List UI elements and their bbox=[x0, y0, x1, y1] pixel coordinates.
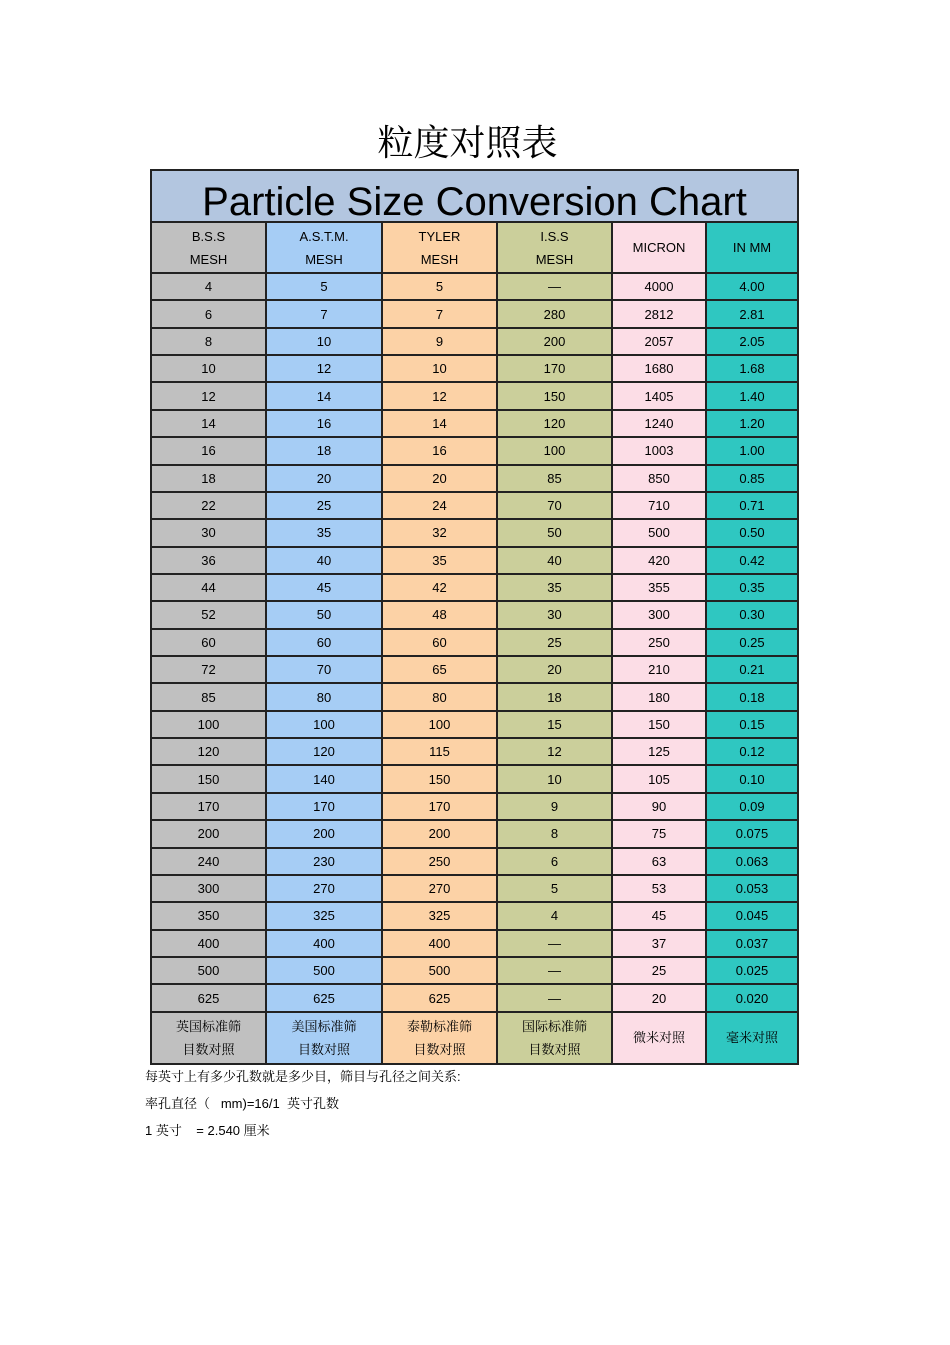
header-bss bbox=[152, 223, 267, 274]
cell-iss: 200 bbox=[498, 329, 613, 356]
cell-bss: 12 bbox=[152, 383, 267, 410]
cell-bss: 85 bbox=[152, 684, 267, 711]
footer-iss bbox=[498, 1013, 613, 1063]
header-label-line2: MESH bbox=[535, 251, 574, 267]
cell-bss: 18 bbox=[152, 466, 267, 493]
cell-mm: 0.063 bbox=[707, 849, 797, 876]
header-mm bbox=[707, 223, 797, 274]
header-tyler bbox=[383, 223, 498, 274]
cell-bss: 400 bbox=[152, 931, 267, 958]
footer-label-line1: 国际标准筛 bbox=[521, 1018, 587, 1034]
cell-mm: 0.18 bbox=[707, 684, 797, 711]
cell-tyler: 115 bbox=[383, 739, 498, 766]
cell-tyler: 24 bbox=[383, 493, 498, 520]
cell-micron: 150 bbox=[613, 712, 707, 739]
footer-micron bbox=[613, 1013, 707, 1063]
cell-astm: 625 bbox=[267, 985, 383, 1012]
header-astm bbox=[267, 223, 383, 274]
cell-iss: 120 bbox=[498, 411, 613, 438]
cell-iss: 10 bbox=[498, 766, 613, 793]
cell-iss: 85 bbox=[498, 466, 613, 493]
cell-astm: 40 bbox=[267, 548, 383, 575]
cell-iss: — bbox=[498, 985, 613, 1012]
cell-mm: 0.037 bbox=[707, 931, 797, 958]
cell-mm: 0.025 bbox=[707, 958, 797, 985]
cell-mm: 0.85 bbox=[707, 466, 797, 493]
cell-astm: 18 bbox=[267, 438, 383, 465]
cell-tyler: 9 bbox=[383, 329, 498, 356]
cell-iss: 6 bbox=[498, 849, 613, 876]
cell-astm: 270 bbox=[267, 876, 383, 903]
cell-mm: 1.68 bbox=[707, 356, 797, 383]
cell-bss: 44 bbox=[152, 575, 267, 602]
header-label-line2: MESH bbox=[420, 251, 459, 267]
footer-label-line2: 目数对照 bbox=[528, 1041, 581, 1057]
footer-label-line1: 微米对照 bbox=[632, 1030, 685, 1046]
cell-iss: 35 bbox=[498, 575, 613, 602]
cell-tyler: 20 bbox=[383, 466, 498, 493]
chart-grid bbox=[152, 223, 797, 1063]
cell-astm: 20 bbox=[267, 466, 383, 493]
cell-mm: 0.21 bbox=[707, 657, 797, 684]
cell-micron: 75 bbox=[613, 821, 707, 848]
cell-tyler: 32 bbox=[383, 520, 498, 547]
cell-astm: 200 bbox=[267, 821, 383, 848]
cell-bss: 36 bbox=[152, 548, 267, 575]
cell-mm: 0.10 bbox=[707, 766, 797, 793]
cell-astm: 230 bbox=[267, 849, 383, 876]
cell-iss: 8 bbox=[498, 821, 613, 848]
cell-tyler: 100 bbox=[383, 712, 498, 739]
cell-bss: 52 bbox=[152, 602, 267, 629]
cell-tyler: 42 bbox=[383, 575, 498, 602]
cell-mm: 1.00 bbox=[707, 438, 797, 465]
cell-mm: 0.30 bbox=[707, 602, 797, 629]
cell-micron: 710 bbox=[613, 493, 707, 520]
cell-micron: 20 bbox=[613, 985, 707, 1012]
cell-astm: 10 bbox=[267, 329, 383, 356]
header-label-line2: MESH bbox=[305, 251, 343, 267]
header-label-line1: I.S.S bbox=[540, 228, 569, 244]
cell-mm: 0.12 bbox=[707, 739, 797, 766]
cell-astm: 14 bbox=[267, 383, 383, 410]
cell-iss: 5 bbox=[498, 876, 613, 903]
cell-bss: 10 bbox=[152, 356, 267, 383]
cell-micron: 250 bbox=[613, 630, 707, 657]
cell-astm: 140 bbox=[267, 766, 383, 793]
cell-micron: 125 bbox=[613, 739, 707, 766]
cell-iss: 280 bbox=[498, 301, 613, 328]
cell-micron: 2057 bbox=[613, 329, 707, 356]
cell-mm: 0.42 bbox=[707, 548, 797, 575]
note-mesh-definition: 每英寸上有多少孔数就是多少目，筛目与孔径之间关系: bbox=[145, 1069, 461, 1084]
cell-tyler: 170 bbox=[383, 794, 498, 821]
cell-tyler: 400 bbox=[383, 931, 498, 958]
header-label-line1: TYLER bbox=[418, 228, 461, 244]
cell-tyler: 500 bbox=[383, 958, 498, 985]
cell-bss: 300 bbox=[152, 876, 267, 903]
cell-mm: 0.71 bbox=[707, 493, 797, 520]
cell-micron: 1240 bbox=[613, 411, 707, 438]
cell-tyler: 65 bbox=[383, 657, 498, 684]
cell-mm: 0.35 bbox=[707, 575, 797, 602]
cell-mm: 2.05 bbox=[707, 329, 797, 356]
cell-astm: 325 bbox=[267, 903, 383, 930]
cell-bss: 170 bbox=[152, 794, 267, 821]
cell-mm: 0.15 bbox=[707, 712, 797, 739]
cell-iss: 50 bbox=[498, 520, 613, 547]
cell-mm: 1.40 bbox=[707, 383, 797, 410]
cell-bss: 8 bbox=[152, 329, 267, 356]
cell-tyler: 48 bbox=[383, 602, 498, 629]
header-label-line1: B.S.S bbox=[191, 228, 226, 244]
cell-tyler: 150 bbox=[383, 766, 498, 793]
cell-micron: 25 bbox=[613, 958, 707, 985]
cell-mm: 1.20 bbox=[707, 411, 797, 438]
cell-tyler: 10 bbox=[383, 356, 498, 383]
footer-bss bbox=[152, 1013, 267, 1063]
cell-tyler: 325 bbox=[383, 903, 498, 930]
cell-micron: 180 bbox=[613, 684, 707, 711]
cell-astm: 120 bbox=[267, 739, 383, 766]
cell-iss: 25 bbox=[498, 630, 613, 657]
cell-iss: 4 bbox=[498, 903, 613, 930]
cell-bss: 14 bbox=[152, 411, 267, 438]
cell-iss: 40 bbox=[498, 548, 613, 575]
cell-bss: 4 bbox=[152, 274, 267, 301]
cell-mm: 0.045 bbox=[707, 903, 797, 930]
cell-astm: 12 bbox=[267, 356, 383, 383]
footer-label-line2: 目数对照 bbox=[297, 1041, 350, 1057]
cell-bss: 6 bbox=[152, 301, 267, 328]
cell-bss: 625 bbox=[152, 985, 267, 1012]
cell-bss: 120 bbox=[152, 739, 267, 766]
cell-astm: 7 bbox=[267, 301, 383, 328]
header-label-line1: IN MM bbox=[732, 240, 772, 255]
cell-micron: 1405 bbox=[613, 383, 707, 410]
cell-micron: 105 bbox=[613, 766, 707, 793]
cell-mm: 2.81 bbox=[707, 301, 797, 328]
cell-bss: 200 bbox=[152, 821, 267, 848]
cell-iss: — bbox=[498, 274, 613, 301]
cell-micron: 45 bbox=[613, 903, 707, 930]
footer-tyler bbox=[383, 1013, 498, 1063]
cell-bss: 100 bbox=[152, 712, 267, 739]
cell-bss: 72 bbox=[152, 657, 267, 684]
cell-micron: 37 bbox=[613, 931, 707, 958]
cell-iss: 9 bbox=[498, 794, 613, 821]
cell-micron: 2812 bbox=[613, 301, 707, 328]
cell-tyler: 270 bbox=[383, 876, 498, 903]
cell-astm: 100 bbox=[267, 712, 383, 739]
cell-bss: 150 bbox=[152, 766, 267, 793]
cell-mm: 0.50 bbox=[707, 520, 797, 547]
cell-bss: 350 bbox=[152, 903, 267, 930]
cell-iss: 18 bbox=[498, 684, 613, 711]
cell-micron: 300 bbox=[613, 602, 707, 629]
cell-tyler: 60 bbox=[383, 630, 498, 657]
cell-micron: 53 bbox=[613, 876, 707, 903]
cell-astm: 60 bbox=[267, 630, 383, 657]
cell-micron: 210 bbox=[613, 657, 707, 684]
cell-tyler: 5 bbox=[383, 274, 498, 301]
cell-tyler: 12 bbox=[383, 383, 498, 410]
cell-astm: 400 bbox=[267, 931, 383, 958]
cell-bss: 16 bbox=[152, 438, 267, 465]
cell-astm: 80 bbox=[267, 684, 383, 711]
cell-astm: 170 bbox=[267, 794, 383, 821]
cell-micron: 4000 bbox=[613, 274, 707, 301]
header-label-line1: MICRON bbox=[632, 240, 686, 255]
cell-micron: 355 bbox=[613, 575, 707, 602]
cell-micron: 90 bbox=[613, 794, 707, 821]
cell-mm: 0.020 bbox=[707, 985, 797, 1012]
cell-mm: 0.09 bbox=[707, 794, 797, 821]
cell-astm: 16 bbox=[267, 411, 383, 438]
cell-bss: 30 bbox=[152, 520, 267, 547]
header-label-line2: MESH bbox=[189, 251, 228, 267]
cell-micron: 63 bbox=[613, 849, 707, 876]
cell-astm: 500 bbox=[267, 958, 383, 985]
cell-mm: 0.075 bbox=[707, 821, 797, 848]
cell-iss: 30 bbox=[498, 602, 613, 629]
cell-bss: 60 bbox=[152, 630, 267, 657]
header-label-line1: A.S.T.M. bbox=[299, 228, 349, 244]
cell-iss: 15 bbox=[498, 712, 613, 739]
cell-micron: 1680 bbox=[613, 356, 707, 383]
cell-iss: 170 bbox=[498, 356, 613, 383]
notes bbox=[145, 1066, 461, 1147]
note-aperture-formula: 率孔直径（ mm)=16/1 英寸孔数 bbox=[145, 1096, 339, 1111]
cell-astm: 35 bbox=[267, 520, 383, 547]
cell-astm: 25 bbox=[267, 493, 383, 520]
cell-astm: 45 bbox=[267, 575, 383, 602]
cell-iss: 100 bbox=[498, 438, 613, 465]
cell-astm: 70 bbox=[267, 657, 383, 684]
cell-bss: 500 bbox=[152, 958, 267, 985]
cell-bss: 240 bbox=[152, 849, 267, 876]
cell-iss: 70 bbox=[498, 493, 613, 520]
footer-label-line2: 目数对照 bbox=[413, 1041, 466, 1057]
cell-iss: 20 bbox=[498, 657, 613, 684]
chart-banner: Particle Size Conversion Chart bbox=[152, 171, 797, 223]
cell-tyler: 16 bbox=[383, 438, 498, 465]
cell-iss: 12 bbox=[498, 739, 613, 766]
cell-micron: 500 bbox=[613, 520, 707, 547]
cell-tyler: 80 bbox=[383, 684, 498, 711]
cell-astm: 50 bbox=[267, 602, 383, 629]
page-title: 粒度对照表 bbox=[377, 123, 558, 164]
footer-mm bbox=[707, 1013, 797, 1063]
header-micron bbox=[613, 223, 707, 274]
footer-label-line1: 泰勒标准筛 bbox=[406, 1018, 472, 1034]
cell-tyler: 35 bbox=[383, 548, 498, 575]
cell-tyler: 250 bbox=[383, 849, 498, 876]
cell-iss: — bbox=[498, 958, 613, 985]
cell-mm: 0.053 bbox=[707, 876, 797, 903]
cell-astm: 5 bbox=[267, 274, 383, 301]
cell-micron: 1003 bbox=[613, 438, 707, 465]
cell-bss: 22 bbox=[152, 493, 267, 520]
footer-label-line1: 美国标准筛 bbox=[291, 1018, 357, 1034]
footer-label-line1: 毫米对照 bbox=[725, 1030, 778, 1046]
cell-mm: 4.00 bbox=[707, 274, 797, 301]
cell-tyler: 14 bbox=[383, 411, 498, 438]
footer-label-line1: 英国标准筛 bbox=[175, 1018, 241, 1034]
footer-label-line2: 目数对照 bbox=[182, 1041, 235, 1057]
cell-iss: 150 bbox=[498, 383, 613, 410]
cell-tyler: 625 bbox=[383, 985, 498, 1012]
cell-micron: 420 bbox=[613, 548, 707, 575]
footer-astm bbox=[267, 1013, 383, 1063]
header-iss bbox=[498, 223, 613, 274]
note-inch-conversion: 1 英寸 = 2.540 厘米 bbox=[145, 1123, 270, 1138]
cell-mm: 0.25 bbox=[707, 630, 797, 657]
cell-tyler: 7 bbox=[383, 301, 498, 328]
cell-micron: 850 bbox=[613, 466, 707, 493]
conversion-chart bbox=[150, 169, 799, 1065]
cell-tyler: 200 bbox=[383, 821, 498, 848]
cell-iss: — bbox=[498, 931, 613, 958]
